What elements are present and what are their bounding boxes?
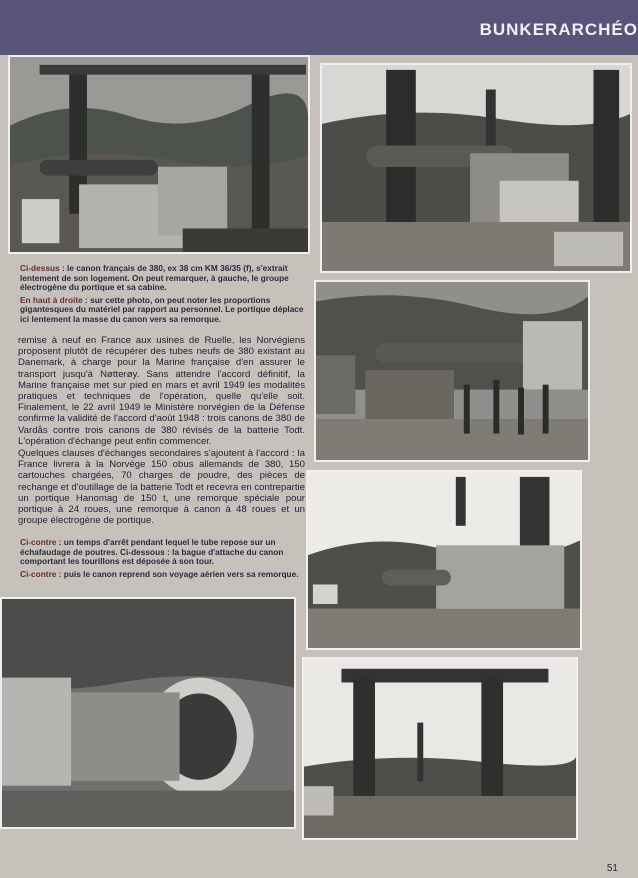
article-paragraph-1: remise à neuf en France aux usines de Ruelle, les Norvégiens proposent plutôt de récupérer des tubes neufs de 380 existant au Danemark, à charge pour la Marine française d'en assurer le transport jusqu'à Nøtterøy. Sans attendre l'accord définitif, la Marine française met sur pied en mars et avril 1949 les modalités pratiques et techniques de l'opération, quelle qu'elle soit. Finalement, le 22 avril 1949 le Ministère norvégien de la Défense confirme la validité de l'accord d'août 1948 : trois canons de 380 de Vardås contre trois canons de 380 révisés de la batterie Todt. L'opération d'échange peut enfin commencer. (18, 335, 305, 447)
photo-gantry-proportions (320, 63, 632, 273)
caption-top (20, 264, 305, 328)
caption-bottom-lead-1: Ci-contre (20, 537, 57, 547)
caption-bottom-text-1: : un temps d'arrêt pendant lequel le tube repose sur un échafaudage de poutres. Ci-dessous : la bague d'attache du canon comportant les tourillons est déposée à son tour. (20, 537, 284, 567)
caption-top-lead-2: En haut à droite (20, 294, 83, 305)
photo-trunnion-ring (0, 597, 296, 829)
caption-bottom-text-2: : puis le canon reprend son voyage aérien vers sa remorque. (56, 568, 299, 579)
caption-top-paragraph-1 (20, 264, 305, 293)
caption-top-lead-1: Ci-dessus (20, 263, 60, 273)
caption-top-text-1: : le canon français de 380, ex 38 cm KM 36/35 (f), s'extrait lentement de son logement. On peut remarquer, à gauche, le groupe électrogène du portique et sa cabine. (20, 263, 289, 293)
header-title: BUNKERARCHÉO (479, 20, 638, 39)
caption-top-text-2: : sur cette photo, on peut noter les proportions gigantesques du matériel par rapport au personnel. Le portique déplace ici lentement la masse du canon vers sa remorque. (20, 294, 304, 324)
photo-gantry-aerial-journey (302, 657, 578, 840)
caption-bottom (20, 538, 302, 582)
article-paragraph-2: Quelques clauses d'échanges secondaires s'ajoutent à l'accord : la France livrera à la Norvège 150 obus allemands de 380, 150 cartouches chargées, 70 charges de poudre, des pièces de rechange et d'outillage de la batterie Todt et recevra en contrepartie un portique Hanomag de 150 t, une remorque spéciale pour portique à 24 roues, une remorque à canon à 48 roues et un groupe électrogène de portique. (18, 448, 305, 527)
article-body (18, 335, 305, 527)
caption-bottom-paragraph-1 (20, 538, 302, 567)
header-band (0, 0, 638, 55)
photo-beam-scaffolding (314, 280, 590, 462)
photo-gun-extraction (8, 55, 310, 254)
caption-top-paragraph-2 (20, 296, 305, 325)
page-number: 51 (606, 863, 618, 874)
caption-bottom-paragraph-2 (20, 570, 302, 580)
caption-bottom-lead-2: Ci-contre (20, 568, 57, 579)
photo-aerial-lift (306, 470, 582, 650)
